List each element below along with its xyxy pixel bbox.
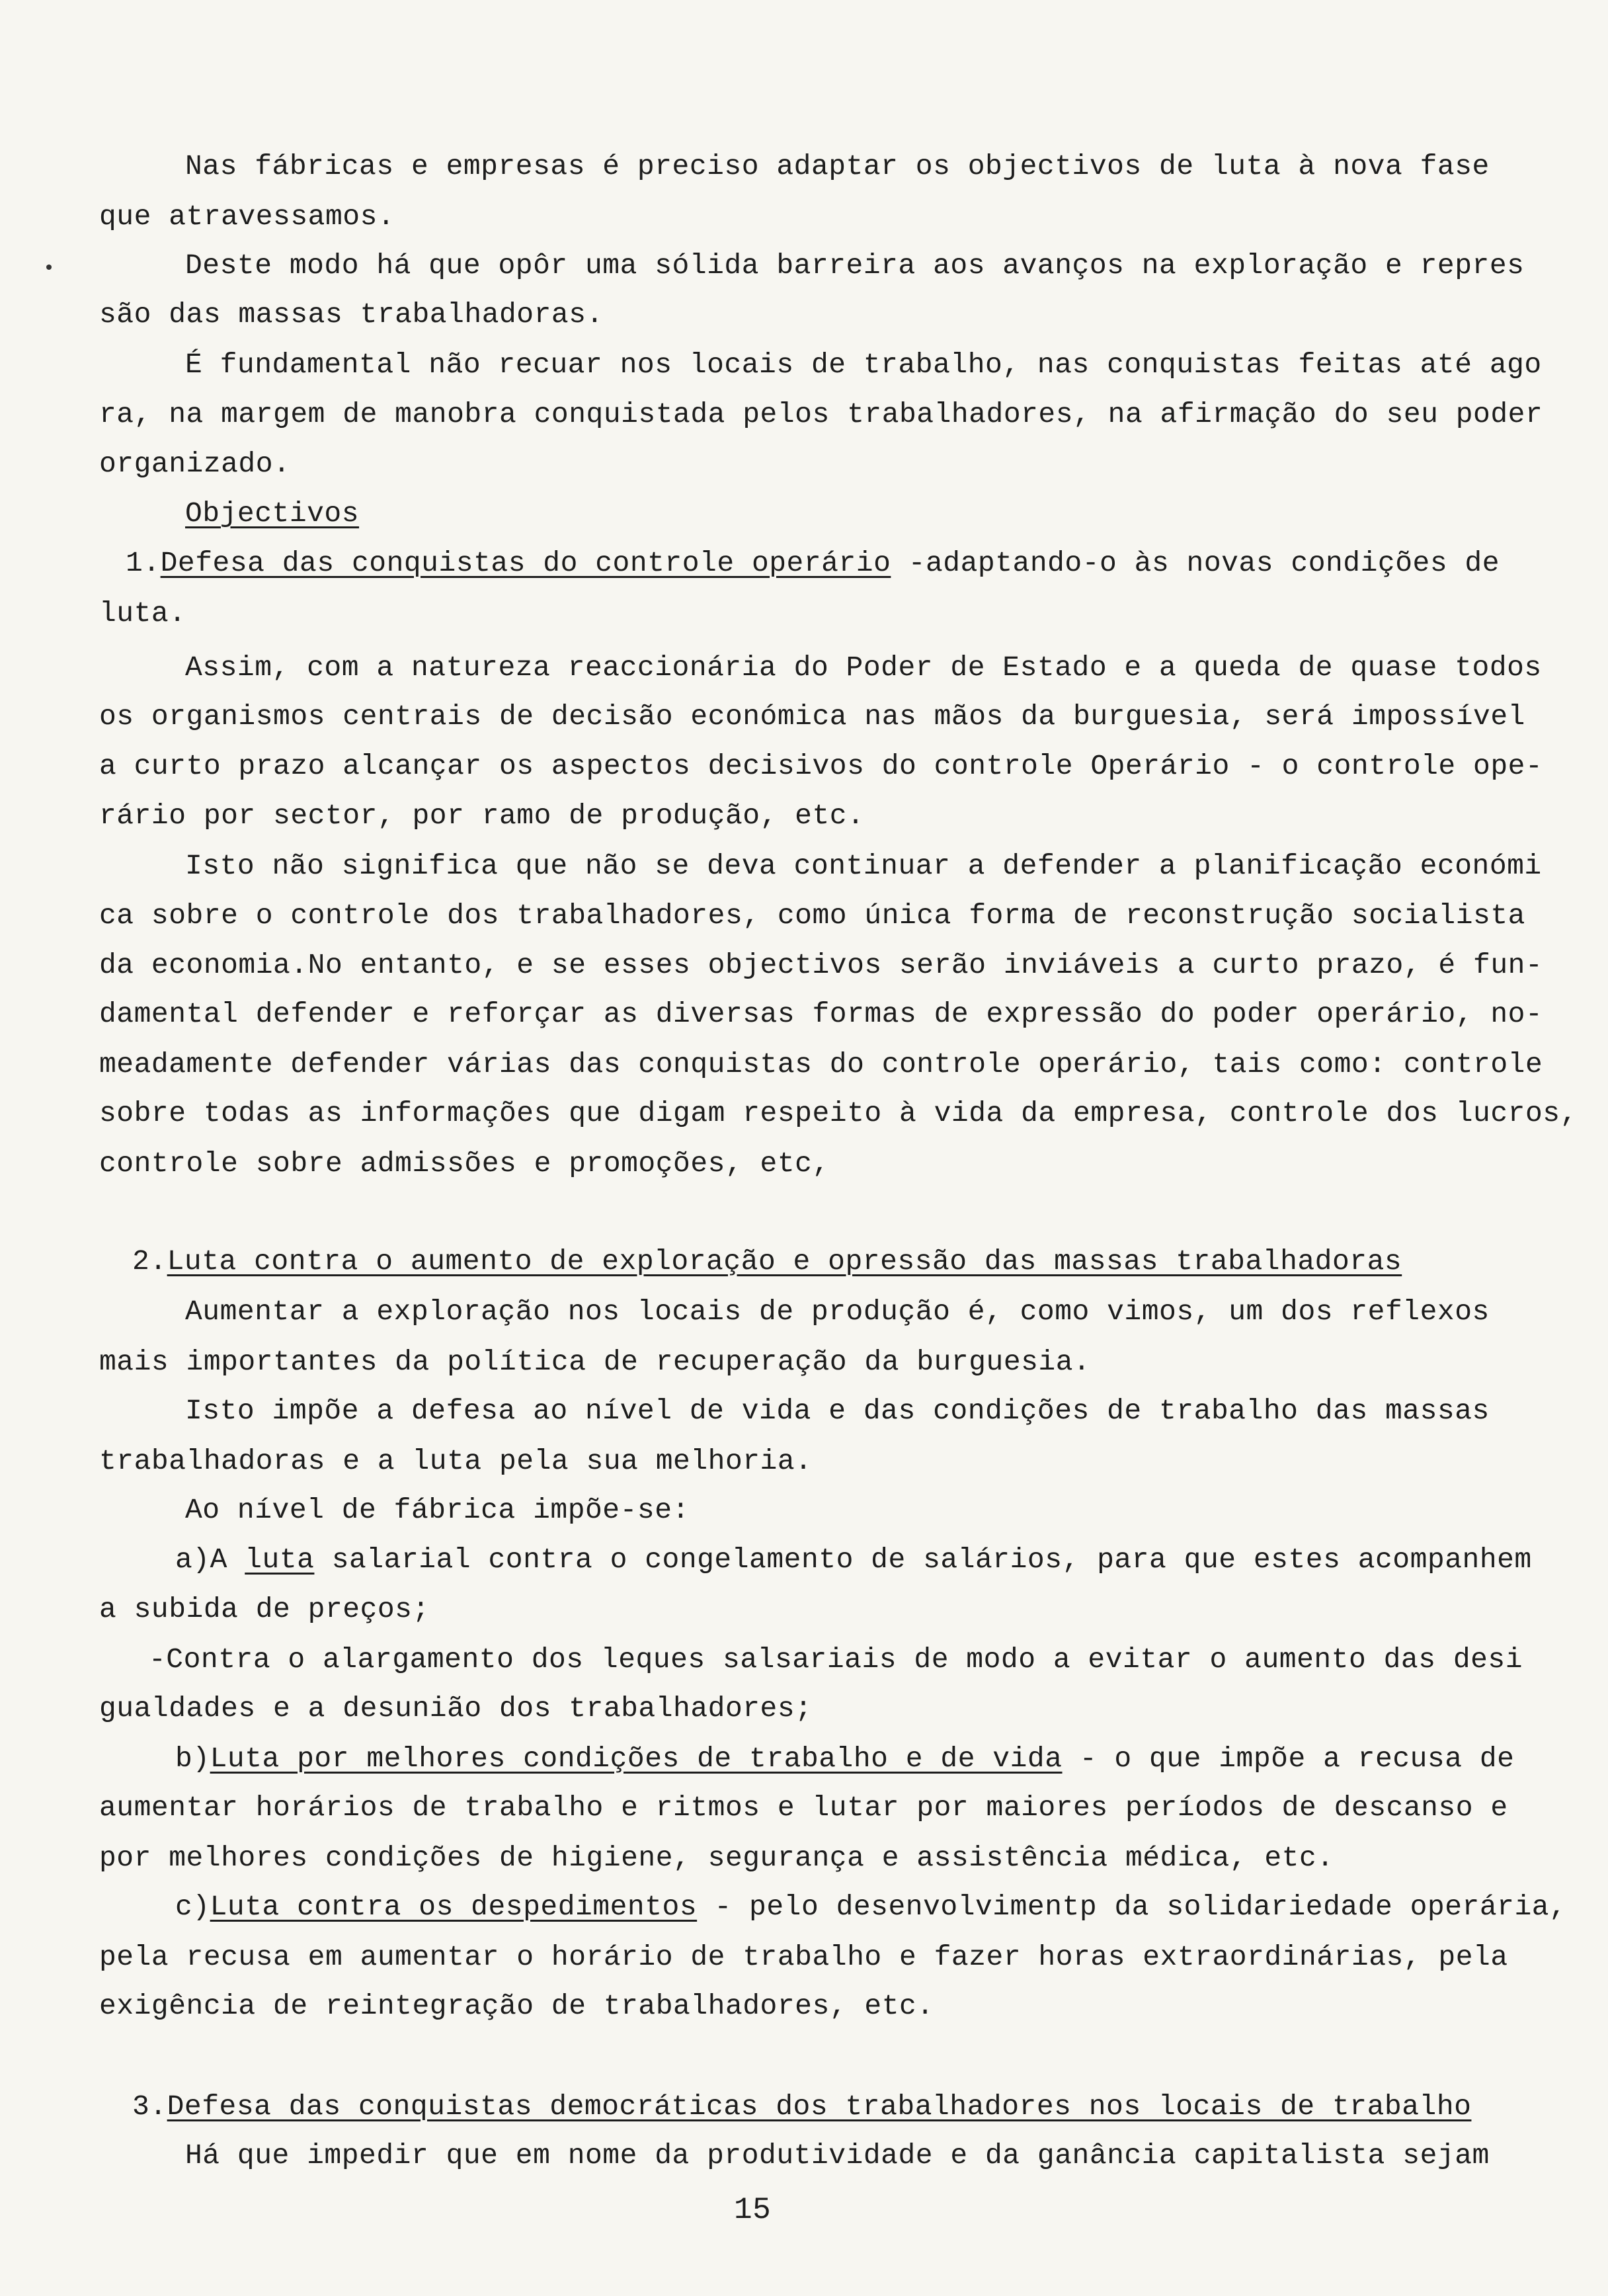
- item-prefix: b): [175, 1742, 210, 1775]
- body-line: Isto impõe a defesa ao nível de vida e das condições de trabalho das massas: [185, 1395, 1490, 1427]
- section-title: Defesa das conquistas democráticas dos trabalhadores nos locais de trabalho: [167, 2090, 1472, 2123]
- body-line: a subida de preços;: [99, 1593, 430, 1625]
- section-2-heading: [132, 1247, 1402, 1276]
- page-number: 15: [734, 2193, 772, 2227]
- item-underlined: Luta contra os despedimentos: [210, 1891, 698, 1923]
- item-b-line: [175, 1744, 1514, 1773]
- body-line: rário por sector, por ramo de produção, etc.: [99, 800, 865, 832]
- objectivos-heading: Objectivos: [185, 497, 360, 530]
- body-line: meadamente defender várias das conquistas do controle operário, tais como: controle: [99, 1048, 1543, 1081]
- item-a-line: [175, 1545, 1532, 1574]
- intro-line: É fundamental não recuar nos locais de trabalho, nas conquistas feitas até ago: [185, 348, 1542, 381]
- body-line: da economia.No entanto, e se esses objectivos serão inviáveis a curto prazo, é fun-: [99, 949, 1543, 981]
- body-line: -Contra o alargamento dos leques salsariais de modo a evitar o aumento das desi: [149, 1643, 1523, 1676]
- section-title: Defesa das conquistas do controle operário: [160, 547, 891, 579]
- item-underlined: luta: [245, 1543, 315, 1576]
- item-prefix: c): [175, 1891, 210, 1923]
- section-3-heading: [132, 2092, 1471, 2121]
- body-line: Isto não significa que não se deva continuar a defender a planificação económi: [185, 850, 1542, 882]
- item-prefix: a)A: [175, 1543, 245, 1576]
- section-title-rest: -adaptando-o às novas condições de: [891, 547, 1500, 579]
- section-number: 1.: [126, 547, 161, 579]
- body-line: gualdades e a desunião dos trabalhadores;: [99, 1692, 813, 1725]
- item-rest: - o que impõe a recusa de: [1062, 1742, 1515, 1775]
- item-c-line: [175, 1893, 1566, 1921]
- body-line: por melhores condições de higiene, segurança e assistência médica, etc.: [99, 1842, 1334, 1874]
- body-line: aumentar horários de trabalho e ritmos e lutar por maiores períodos de descanso e: [99, 1791, 1508, 1824]
- body-line: exigência de reintegração de trabalhadores, etc.: [99, 1990, 934, 2022]
- intro-line: são das massas trabalhadoras.: [99, 298, 604, 331]
- body-line: a curto prazo alcançar os aspectos decisivos do controle Operário - o controle ope-: [99, 750, 1543, 782]
- item-rest: salarial contra o congelamento de salários, para que estes acompanhem: [314, 1543, 1532, 1576]
- intro-line: Nas fábricas e empresas é preciso adaptar os objectivos de luta à nova fase: [185, 150, 1490, 183]
- intro-line: organizado.: [99, 448, 291, 480]
- body-line: mais importantes da política de recuperação da burguesia.: [99, 1346, 1091, 1378]
- section-number: 2.: [132, 1245, 167, 1278]
- intro-line: ra, na margem de manobra conquistada pelos trabalhadores, na afirmação do seu poder: [99, 398, 1543, 430]
- body-line: Aumentar a exploração nos locais de produção é, como vimos, um dos reflexos: [185, 1295, 1490, 1328]
- section-title: Luta contra o aumento de exploração e opressão das massas trabalhadoras: [167, 1245, 1402, 1278]
- body-line: ca sobre o controle dos trabalhadores, como única forma de reconstrução socialista: [99, 899, 1525, 932]
- body-line: Há que impedir que em nome da produtividade e da ganância capitalista sejam: [185, 2139, 1490, 2172]
- body-line: pela recusa em aumentar o horário de trabalho e fazer horas extraordinárias, pela: [99, 1941, 1508, 1973]
- intro-line: que atravessamos.: [99, 200, 395, 233]
- body-line: Ao nível de fábrica impõe-se:: [185, 1494, 690, 1526]
- item-underlined: Luta por melhores condições de trabalho e de vida: [210, 1742, 1063, 1775]
- body-line: Assim, com a natureza reaccionária do Poder de Estado e a queda de quase todos: [185, 651, 1542, 684]
- intro-line: Deste modo há que opôr uma sólida barreira aos avanços na exploração e repres: [185, 249, 1525, 282]
- body-line: trabalhadoras e a luta pela sua melhoria.: [99, 1445, 813, 1477]
- body-line: luta.: [99, 597, 186, 630]
- item-rest: - pelo desenvolvimentp da solidariedade operária,: [697, 1891, 1567, 1923]
- section-1-heading: [126, 549, 1500, 577]
- margin-bullet-mark: [46, 265, 52, 270]
- body-line: controle sobre admissões e promoções, etc,: [99, 1147, 830, 1180]
- body-line: sobre todas as informações que digam respeito à vida da empresa, controle dos lucros,: [99, 1097, 1578, 1129]
- body-line: os organismos centrais de decisão económica nas mãos da burguesia, será impossível: [99, 700, 1525, 733]
- section-number: 3.: [132, 2090, 167, 2123]
- body-line: damental defender e reforçar as diversas formas de expressão do poder operário, no-: [99, 998, 1543, 1030]
